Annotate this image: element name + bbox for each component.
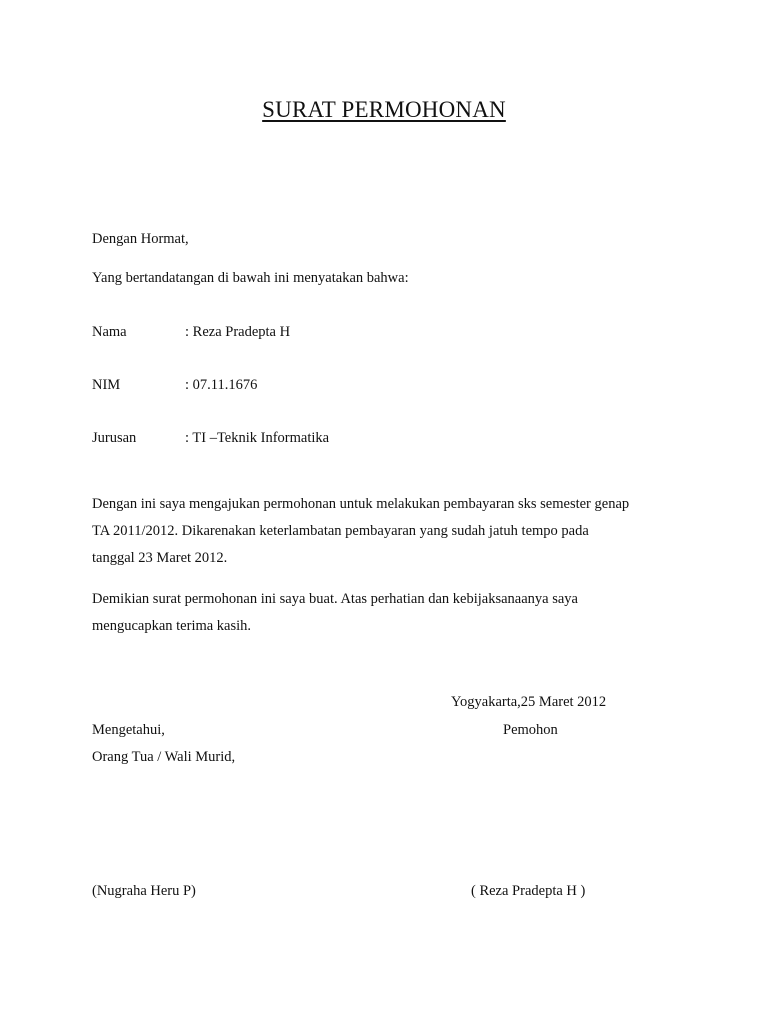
intro-line: Yang bertandatangan di bawah ini menyatakan bahwa: — [92, 270, 409, 286]
right-sign-name: ( Reza Pradepta H ) — [471, 883, 586, 899]
field-label-nim: NIM — [92, 377, 121, 393]
body-line-2: TA 2011/2012. Dikarenakan keterlambatan pembayaran yang sudah jatuh tempo pada — [92, 523, 589, 539]
left-sign-label-1: Mengetahui, — [92, 722, 165, 738]
closing-line-1: Demikian surat permohonan ini saya buat. Atas perhatian dan kebijaksanaanya saya — [92, 591, 578, 607]
letter-title: SURAT PERMOHONAN — [262, 97, 506, 122]
field-value-nama: : Reza Pradepta H — [185, 324, 291, 340]
closing-line-2: mengucapkan terima kasih. — [92, 618, 252, 634]
greeting: Dengan Hormat, — [92, 231, 189, 247]
body-line-1: Dengan ini saya mengajukan permohonan untuk melakukan pembayaran sks semester genap — [92, 496, 630, 512]
place-date: Yogyakarta,25 Maret 2012 — [451, 694, 607, 710]
right-sign-label: Pemohon — [503, 722, 558, 738]
left-sign-label-2: Orang Tua / Wali Murid, — [92, 749, 236, 765]
field-label-jurusan: Jurusan — [92, 430, 137, 446]
field-label-nama: Nama — [92, 324, 127, 340]
field-value-nim: : 07.11.1676 — [185, 377, 258, 393]
field-value-jurusan: : TI –Teknik Informatika — [185, 430, 330, 446]
body-line-3: tanggal 23 Maret 2012. — [92, 550, 228, 566]
left-sign-name: (Nugraha Heru P) — [92, 883, 196, 899]
